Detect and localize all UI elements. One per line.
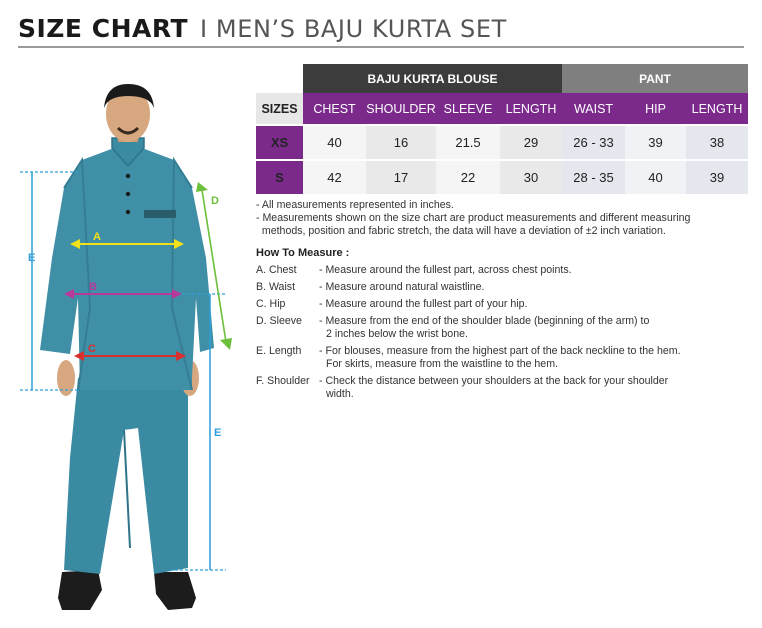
measure-desc: - Measure around the fullest part, across chest points.	[319, 264, 572, 276]
title-subtitle: I MEN’S BAJU KURTA SET	[200, 15, 507, 43]
table-cell: 39	[686, 159, 748, 194]
right-shoe	[154, 572, 196, 610]
table-cell: 42	[303, 159, 366, 194]
table-cell: 38	[686, 124, 748, 159]
label-a: A	[93, 231, 101, 243]
title-divider	[18, 46, 744, 48]
page-title	[18, 14, 507, 46]
size-chart-table	[256, 64, 748, 194]
title-main: SIZE CHART	[18, 14, 189, 43]
table-row	[256, 124, 748, 159]
note-line: - All measurements represented in inches.	[256, 199, 454, 211]
column-header-waist: WAIST	[562, 93, 625, 124]
column-header-pant-length: LENGTH	[686, 93, 748, 124]
column-header-chest: CHEST	[303, 93, 366, 124]
measure-label: D. Sleeve	[256, 315, 302, 327]
label-c: C	[88, 343, 96, 355]
table-cell: 22	[436, 159, 500, 194]
measure-desc: - For blouses, measure from the highest part of the back neckline to the hem.	[319, 345, 681, 357]
table-cell: 40	[303, 124, 366, 159]
measure-desc: - Measure around the fullest part of your hip.	[319, 298, 528, 310]
table-cell: 21.5	[436, 124, 500, 159]
model-figure	[20, 78, 238, 618]
left-shoe	[58, 570, 102, 610]
group-header-blouse: BAJU KURTA BLOUSE	[303, 64, 562, 93]
measurement-notes	[256, 199, 751, 238]
measure-desc-cont: 2 inches below the wrist bone.	[326, 328, 468, 340]
how-to-measure-title: How To Measure :	[256, 247, 350, 259]
label-b: B	[89, 281, 97, 293]
measure-desc-cont: width.	[326, 388, 354, 400]
table-cell: 17	[366, 159, 436, 194]
measure-label: B. Waist	[256, 281, 296, 293]
table-cell: 28 - 35	[562, 159, 625, 194]
measure-desc: - Check the distance between your shoulders at the back for your shoulder	[319, 375, 669, 387]
label-d: D	[211, 195, 219, 207]
size-label: S	[256, 159, 303, 194]
table-cell: 29	[500, 124, 562, 159]
column-header-blouse-length: LENGTH	[500, 93, 562, 124]
note-line: methods, position and fabric stretch, the data will have a deviation of ±2 inch variation.	[256, 225, 666, 237]
measure-desc: - Measure from the end of the shoulder blade (beginning of the arm) to	[319, 315, 650, 327]
table-cell: 16	[366, 124, 436, 159]
column-header-hip: HIP	[625, 93, 686, 124]
sizes-column-header: SIZES	[256, 93, 303, 124]
table-cell: 40	[625, 159, 686, 194]
measure-desc-cont: For skirts, measure from the waistline to the hem.	[326, 358, 558, 370]
size-label: XS	[256, 124, 303, 159]
kurta-pocket	[144, 210, 176, 218]
column-header-sleeve: SLEEVE	[436, 93, 500, 124]
measure-label: E. Length	[256, 345, 302, 357]
note-line: - Measurements shown on the size chart are product measurements and different measuring	[256, 212, 691, 224]
measure-desc: - Measure around natural waistline.	[319, 281, 485, 293]
kurta-button	[126, 174, 130, 178]
measure-label: F. Shoulder	[256, 375, 310, 387]
label-e-bottom: E	[214, 427, 222, 439]
measure-label: C. Hip	[256, 298, 286, 310]
measure-label: A. Chest	[256, 264, 297, 276]
table-row	[256, 159, 748, 194]
group-header-pant: PANT	[562, 64, 748, 93]
table-cell: 39	[625, 124, 686, 159]
table-cell: 26 - 33	[562, 124, 625, 159]
column-header-shoulder: SHOULDER	[366, 93, 436, 124]
table-cell: 30	[500, 159, 562, 194]
label-e-top: E	[28, 252, 36, 264]
